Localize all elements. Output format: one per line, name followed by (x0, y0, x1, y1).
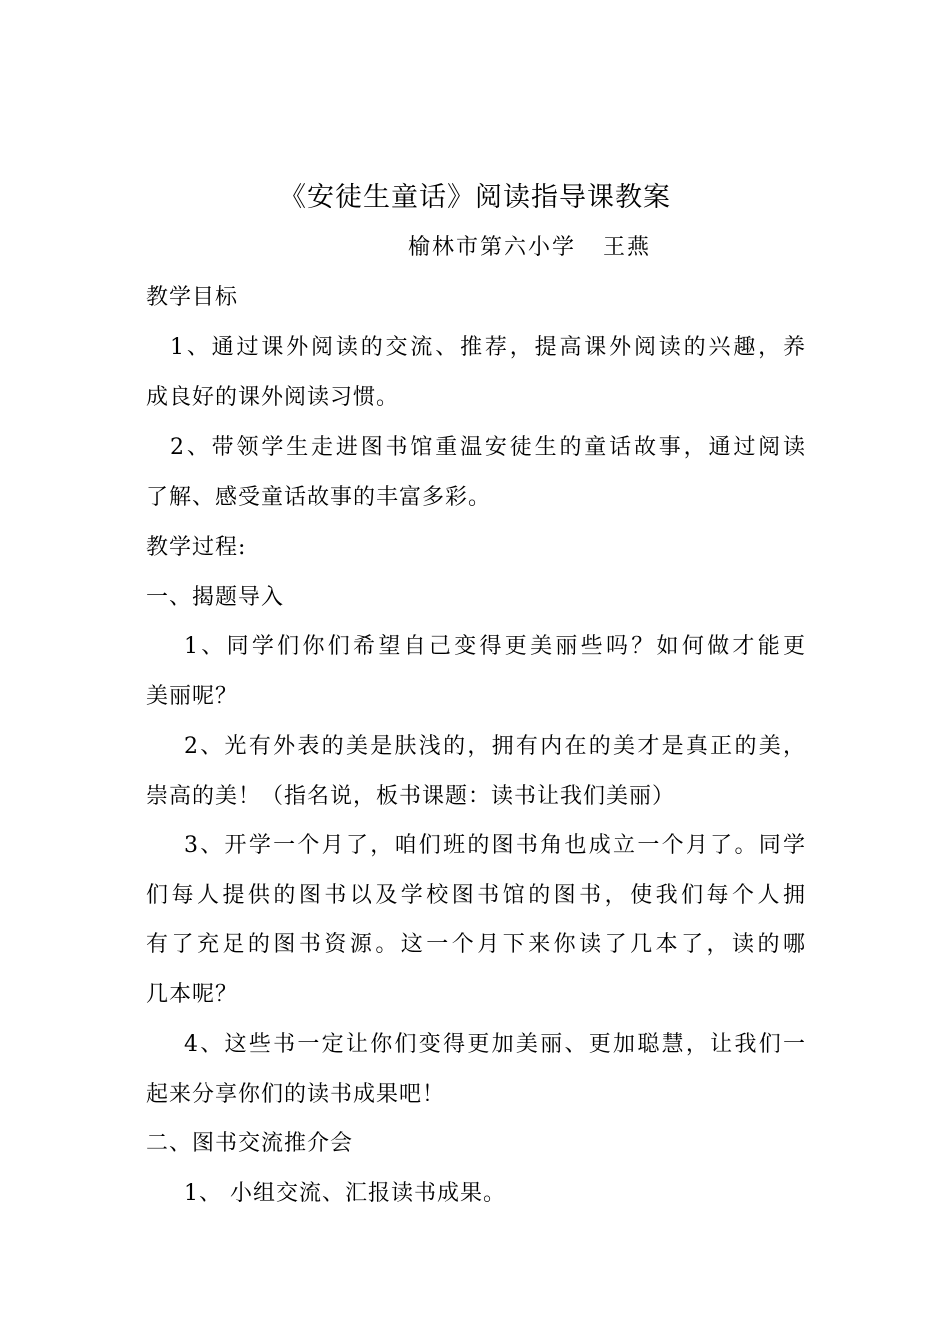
paragraph-line: 1、同学们你们希望自己变得更美丽些吗？如何做才能更 (184, 634, 806, 659)
paragraph-line: 崇高的美！（指名说，板书课题：读书让我们美丽） (146, 784, 676, 809)
paragraph-line: 1、通过课外阅读的交流、推荐，提高课外阅读的兴趣，养 (170, 335, 806, 360)
section-heading-exchange: 二、图书交流推介会 (146, 1131, 354, 1156)
paragraph-line: 几本呢？ (146, 982, 239, 1007)
paragraph-line: 有了充足的图书资源。这一个月下来你读了几本了，读的哪 (146, 932, 806, 957)
paragraph-line: 3、开学一个月了，咱们班的图书角也成立一个月了。同学 (184, 833, 806, 858)
author-line: 榆林市第六小学 王燕 (408, 235, 651, 260)
paragraph-line: 1、 小组交流、汇报读书成果。 (184, 1181, 506, 1206)
paragraph-line: 了解、感受童话故事的丰富多彩。 (146, 485, 492, 510)
section-heading-goals: 教学目标 (146, 285, 239, 310)
paragraph-line: 2、带领学生走进图书馆重温安徒生的童话故事，通过阅读 (170, 435, 806, 460)
section-heading-intro: 一、揭题导入 (146, 585, 285, 610)
paragraph-line: 4、这些书一定让你们变得更加美丽、更加聪慧，让我们一 (184, 1032, 806, 1057)
paragraph-line: 起来分享你们的读书成果吧！ (146, 1082, 446, 1107)
paragraph-line: 们每人提供的图书以及学校图书馆的图书，使我们每个人拥 (146, 883, 806, 908)
section-heading-process: 教学过程: (146, 535, 247, 560)
document-title: 《安徒生童话》阅读指导课教案 (279, 182, 671, 213)
paragraph-line: 2、光有外表的美是肤浅的，拥有内在的美才是真正的美， (184, 734, 806, 759)
paragraph-line: 美丽呢？ (146, 684, 239, 709)
paragraph-line: 成良好的课外阅读习惯。 (146, 385, 400, 410)
